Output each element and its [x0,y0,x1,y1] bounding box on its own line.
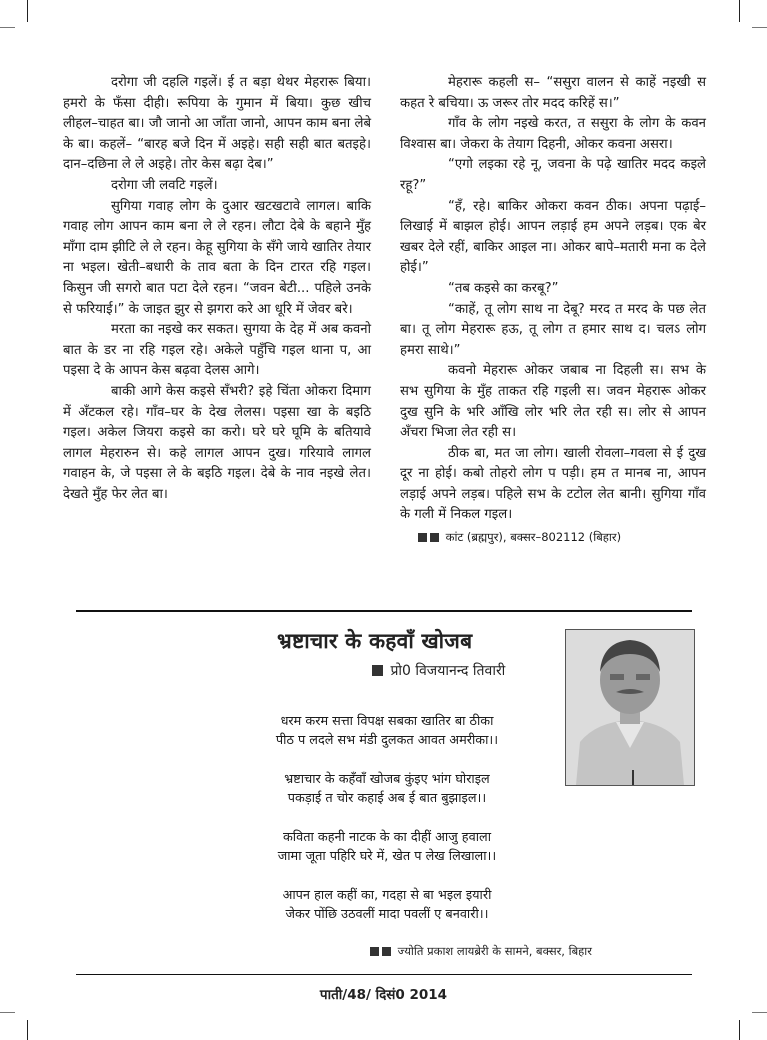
paragraph: दरोगा जी दहलि गइलें। ई त बड़ा थेथर मेहरारू बिया। हमरो के फँसा दीही। रूपिया के गुमान में बिया। कुछ खीच लीहल–चाहत बा। जौ जानो आ जाँता जानो, आपन काम बना लेबे के बा। कहलें– “बारह बजे दिन में अइहे। सही सही बात बतइहे। दान–दछिना ले ले अइहे। तोर केस बढ़ा देब।” [63,75,371,173]
crop-mark [0,27,15,28]
page-footer: पाती/48/ दिसं0 2014 [319,987,448,1003]
story-left-column [63,73,371,505]
poem-signature [370,944,592,959]
footer-divider [76,974,692,975]
poem-line: धरम करम सत्ता विपक्ष सबका खातिर बा ठीका [280,714,494,729]
crop-mark [739,1020,740,1040]
crop-mark [27,1020,28,1040]
poem-line: पीठ प लदले सभ मंडी दुलकत आवत अमरीका।। [275,733,499,748]
paragraph: ठीक बा, मत जा लोग। खाली रोवला–गवला से ई दुख दूर ना होई। कबो तोहरो लोग प पड़ी। हम त मानब ना, आपन लड़ाई अपने लड़ब। पहिले सभ के टटोल लेत बानी। सुगिया गाँव के गली में निकल गइल। [400,445,706,523]
paragraph: “हँ, रहे। बाकिर ओकरा कवन ठीक। अपना पढ़ाई–लिखाई में बाझल होई। आपन लड़ाई हम अपने लड़ब। एक बेर खबर देले रहीं, बाकिर आइल ना। ओकर बापे–मतारी मना क देले होई।” [400,198,706,276]
poem-author [372,661,505,680]
paragraph: “काहें, तू लोग साथ ना देबू? मरद त मरद के पछ लेत बा। तू लोग मेहरारू हऊ, तू लोग त हमार साथ द। चलऽ लोग हमरा साथे।” [400,301,706,358]
poem-line: भ्रष्टाचार के कहँवाँ खोजब कुंइए भांग घोराइल [284,772,490,787]
poem-stanza [232,886,542,924]
paragraph: मेहरारू कहली स– “ससुरा वालन से काहें नइखी स कहत रे बचिया। ऊ जरूर तोर मदद करिहें स।” [400,75,706,111]
crop-mark [752,1012,767,1013]
poem-line: कविता कहनी नाटक के का दीहीं आजु हवाला [282,830,492,845]
crop-mark [752,27,767,28]
bullet-square-icon [372,665,383,676]
poem-author-name: प्रो0 विजयानन्द तिवारी [390,663,506,679]
author-portrait-icon [566,630,694,785]
author-photo [565,629,695,786]
story-signature [418,528,706,546]
poem-stanza [232,770,542,808]
bullet-square-icon [430,533,439,542]
section-divider [76,610,692,612]
bullet-square-icon [382,947,391,956]
bullet-square-icon [418,533,427,542]
poem-line: आपन हाल कहीं का, गदहा से बा भइल इयारी [282,888,492,903]
story-signature-text: कांट (ब्रह्मपुर), बक्सर–802112 (बिहार) [445,530,622,545]
story-right-column [400,73,706,546]
paragraph: गाँव के लोग नइखे करत, त ससुरा के लोग के कवन विश्वास बा। जेकरा के तेयाग दिहनी, ओकर कवना असरा। [400,116,706,152]
poem-body [232,712,542,944]
poem-signature-text: ज्योति प्रकाश लायब्रेरी के सामने, बक्सर, बिहार [397,944,592,958]
poem-line: पकड़ाई त चोर कहाई अब ई बात बुझाइल।। [287,791,487,806]
crop-mark [739,0,740,22]
poem-title: भ्रष्टाचार के कहवाँ खोजब [277,629,473,653]
paragraph: दरोगा जी लवटि गइलें। [111,177,218,193]
paragraph: “तब कइसे का करबू?” [448,280,559,296]
crop-mark [0,1012,15,1013]
poem-line: जामा जूता पहिरि घरे में, खेत प लेख लिखाला।। [277,849,497,864]
paragraph: मरता का नइखे कर सकत। सुगया के देह में अब कवनो बात के डर ना रहि गइल रहे। अकेले पहुँचि गइल थाना प, आ पइसा दे के आपन केस बढ़वा देलस आगे। [63,322,371,379]
poem-stanza [232,828,542,866]
crop-mark [27,0,28,22]
paragraph: सुगिया गवाह लोग के दुआर खटखटावे लागल। बाकि गवाह लोग आपन काम बना ले ले रहन। लौटा देबे के बहाने मुँह माँगा दाम झीटि ले ले रहन। केहू सुगिया के सँगे जाये खातिर तेयार ना भइल। खेती–बधारी के ताव बता के दिन टारत रहि गइल। किसुन जी सगरो बात पटा देले रहन। “जवन बेटी... पहिले उनके से फरियाई।” के जाइत झुर से झगरा करे आ धूरि में जेवर बरे। [63,198,371,317]
bullet-square-icon [370,947,379,956]
poem-line: जेकर पोंछि उठवलीं मादा पवलीं ए बनवारी।। [285,907,489,922]
paragraph: कवनो मेहरारू ओकर जबाब ना दिहली स। सभ के सभ सुगिया के मुँह ताकत रहि गइली स। जवन मेहरारू ओकर दुख सुनि के भरि आँखि लोर भरि लेत रही स। लोर से आपन अँचरा भिजा लेत रही स। [400,363,706,441]
paragraph: बाकी आगे केस कइसे सँभरी? इहे चिंता ओकरा दिमाग में अँटकल रहे। गाँव–घर के देख लेलस। पइसा खा के बइठि गइल। अकेल जियरा कइसे का करो। घरे घरे घूमि के बतियावे लागल मेहरारुन से। कहे लागल आपन दुख। गरियावे लागल गवाहन के, जे पइसा ले के बइठि गइल। देबे के नाव नइखे लेत। देखते मुँह फेर लेत बा। [63,383,371,502]
poem-stanza [232,712,542,750]
paragraph: “एगो लइका रहे नू, जवना के पढ़े खातिर मदद कइले रहू?” [400,157,706,193]
